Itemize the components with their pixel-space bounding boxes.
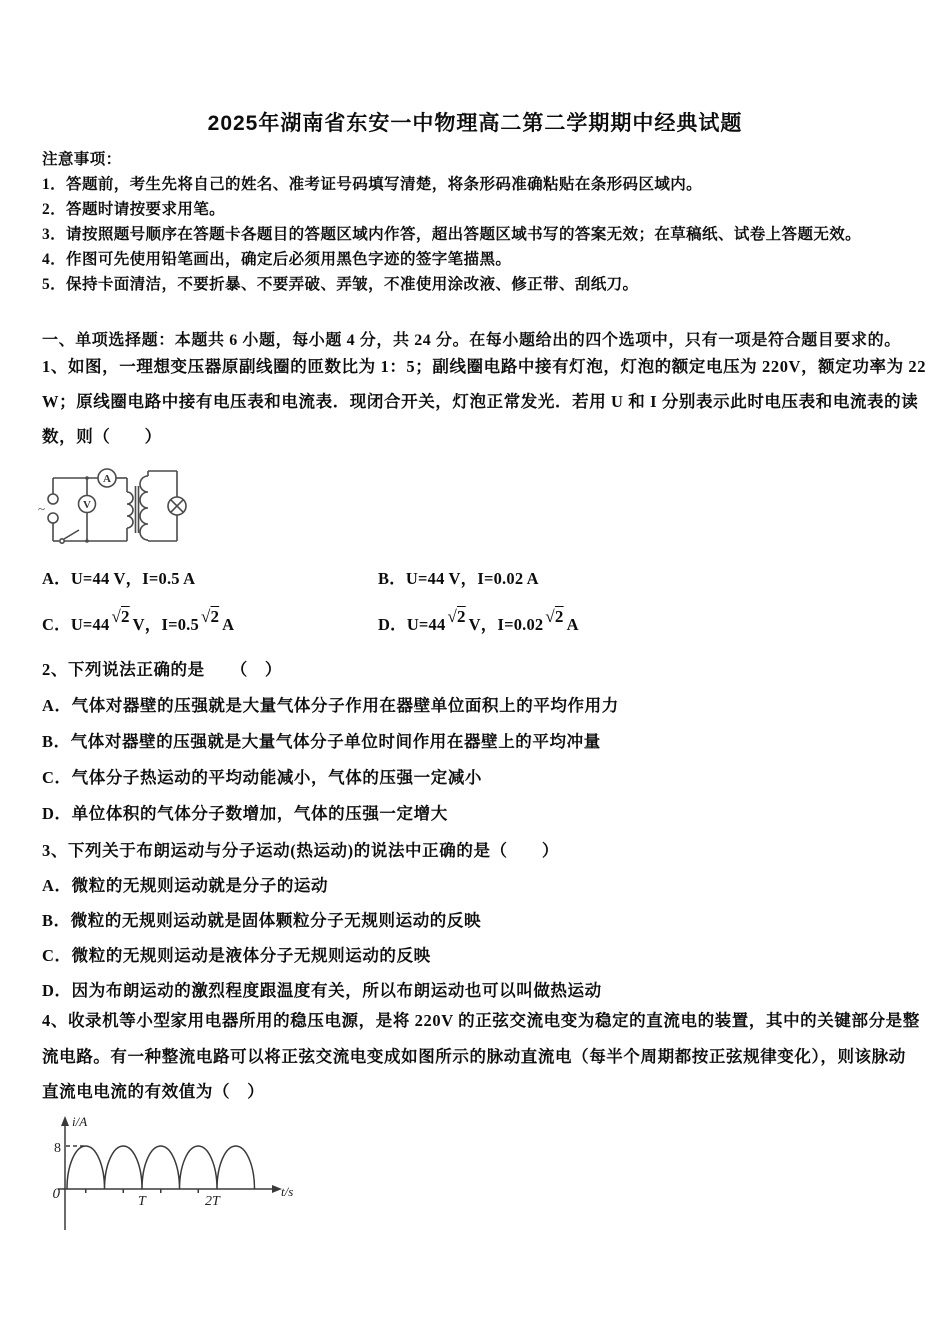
section-1-header: 一、单项选择题：本题共 6 小题，每小题 4 分，共 24 分。在每小题给出的四个选项中，只有一项是符合题目要求的。: [42, 332, 901, 349]
rectified-current-figure: [45, 1112, 295, 1240]
question-4-line: 流电路。有一种整流电路可以将正弦交流电变成如图所示的脉动直流电（每半个周期都按正弦规律变化），则该脉动: [42, 1046, 906, 1066]
primary-coil-icon: [127, 492, 133, 528]
transformer-circuit-figure: [37, 456, 189, 551]
notes-heading: 注意事项：: [42, 151, 122, 168]
q1-option-d: D．U=44 √2 V，I=0.02 √2 A: [378, 602, 579, 648]
ac-source-terminal-icon: [48, 494, 58, 504]
sqrt-expression: √2: [545, 607, 564, 626]
y-axis-arrow: [61, 1116, 69, 1126]
origin-label: 0: [52, 1186, 60, 1202]
q3-option-a: A．微粒的无规则运动就是分子的运动: [42, 876, 329, 895]
question-2-block: [42, 652, 912, 832]
waveform-curve: [67, 1146, 255, 1189]
q3-option-b: B．微粒的无规则运动就是固体颗粒分子无规则运动的反映: [42, 911, 482, 930]
radical-sign: √: [111, 607, 121, 626]
y-axis-label: i/A: [72, 1114, 88, 1129]
question-1-line: W；原线圈电路中接有电压表和电流表．现闭合开关，灯泡正常发光．若用 U 和 I 分别表示此时电压表和电流表的读: [42, 392, 919, 411]
radical-sign: √: [447, 607, 457, 626]
question-4-line: 4、收录机等小型家用电器所用的稳压电源，是将 220V 的正弦交流电变为稳定的直流电的装置，其中的关键部分是整: [42, 1011, 920, 1030]
tick-label-T: T: [138, 1194, 146, 1209]
sqrt-expression: √2: [111, 607, 130, 626]
sqrt-expression: √2: [200, 607, 220, 626]
q3-option-c: C．微粒的无规则运动是液体分子无规则运动的反映: [42, 946, 431, 965]
secondary-coil-icon: [140, 476, 148, 540]
x-axis-label: t/s: [281, 1184, 294, 1199]
voltmeter-label: V: [83, 499, 91, 511]
switch-pivot-icon: [60, 539, 64, 543]
question-1-options: [42, 564, 912, 648]
circuit-diagram: [37, 456, 189, 551]
peak-value-label: 8: [54, 1141, 61, 1156]
junction-dot: [85, 476, 89, 480]
ac-source-symbol: ~: [38, 501, 46, 516]
sqrt-expression: √2: [447, 607, 466, 626]
tick-label-2T: 2T: [205, 1194, 220, 1209]
page-title: 2025年湖南省东安一中物理高二第二学期期中经典试题: [207, 112, 743, 135]
question-1-line: 数，则（ ）: [42, 427, 162, 446]
ammeter-label: A: [103, 473, 111, 485]
waveform-graph: [45, 1112, 295, 1240]
question-1-line: 1、如图，一理想变压器原副线圈的匝数比为 1：5；副线圈电路中接有灯泡，灯泡的额定电压为 220V，额定功率为 22: [42, 357, 927, 376]
note-item: 5．保持卡面清洁，不要折暴、不要弄破、弄皱，不准使用涂改液、修正带、刮纸刀。: [42, 276, 639, 293]
question-4-line: 直流电电流的有效值为（ ）: [42, 1082, 265, 1101]
ac-source-terminal-icon: [48, 513, 58, 523]
q2-option-a: A．气体对器壁的压强就是大量气体分子作用在器壁单位面积上的平均作用力: [42, 696, 619, 715]
question-4-text: [42, 1003, 920, 1110]
question-2-prompt: 2、下列说法正确的是 （ ）: [42, 660, 282, 679]
radical-sign: √: [200, 607, 211, 626]
switch-blade-icon: [64, 530, 79, 539]
junction-dot: [85, 539, 89, 543]
note-item: 4．作图可先使用铅笔画出，确定后必须用黑色字迹的签字笔描黑。: [42, 251, 512, 268]
q2-option-c: C．气体分子热运动的平均动能减小，气体的压强一定减小: [42, 768, 483, 787]
question-3-prompt: 3、下列关于布朗运动与分子运动(热运动)的说法中正确的是（ ）: [42, 841, 559, 860]
radical-sign: √: [545, 607, 555, 626]
q1-option-a: A．U=44 V，I=0.5 A: [42, 569, 196, 588]
note-item: 3．请按照题号顺序在答题卡各题目的答题区域内作答，超出答题区域书写的答案无效；在草稿纸、试卷上答题无效。: [42, 226, 862, 243]
q2-option-d: D．单位体积的气体分子数增加，气体的压强一定增大: [42, 804, 448, 823]
q1-option-b: B．U=44 V，I=0.02 A: [378, 569, 539, 588]
q2-option-b: B．气体对器壁的压强就是大量气体分子单位时间作用在器壁上的平均冲量: [42, 732, 601, 751]
q3-option-d: D．因为布朗运动的激烈程度跟温度有关，所以布朗运动也可以叫做热运动: [42, 981, 602, 1000]
q1-option-c: C．U=44 √2 V，I=0.5 √2 A: [42, 602, 378, 648]
notes-block: [42, 147, 912, 297]
question-1-text: [42, 349, 927, 454]
question-3-block: [42, 833, 912, 1008]
note-item: 2．答题时请按要求用笔。: [42, 201, 226, 218]
note-item: 1．答题前，考生先将自己的姓名、准考证号码填写清楚，将条形码准确粘贴在条形码区域内。: [42, 176, 703, 193]
